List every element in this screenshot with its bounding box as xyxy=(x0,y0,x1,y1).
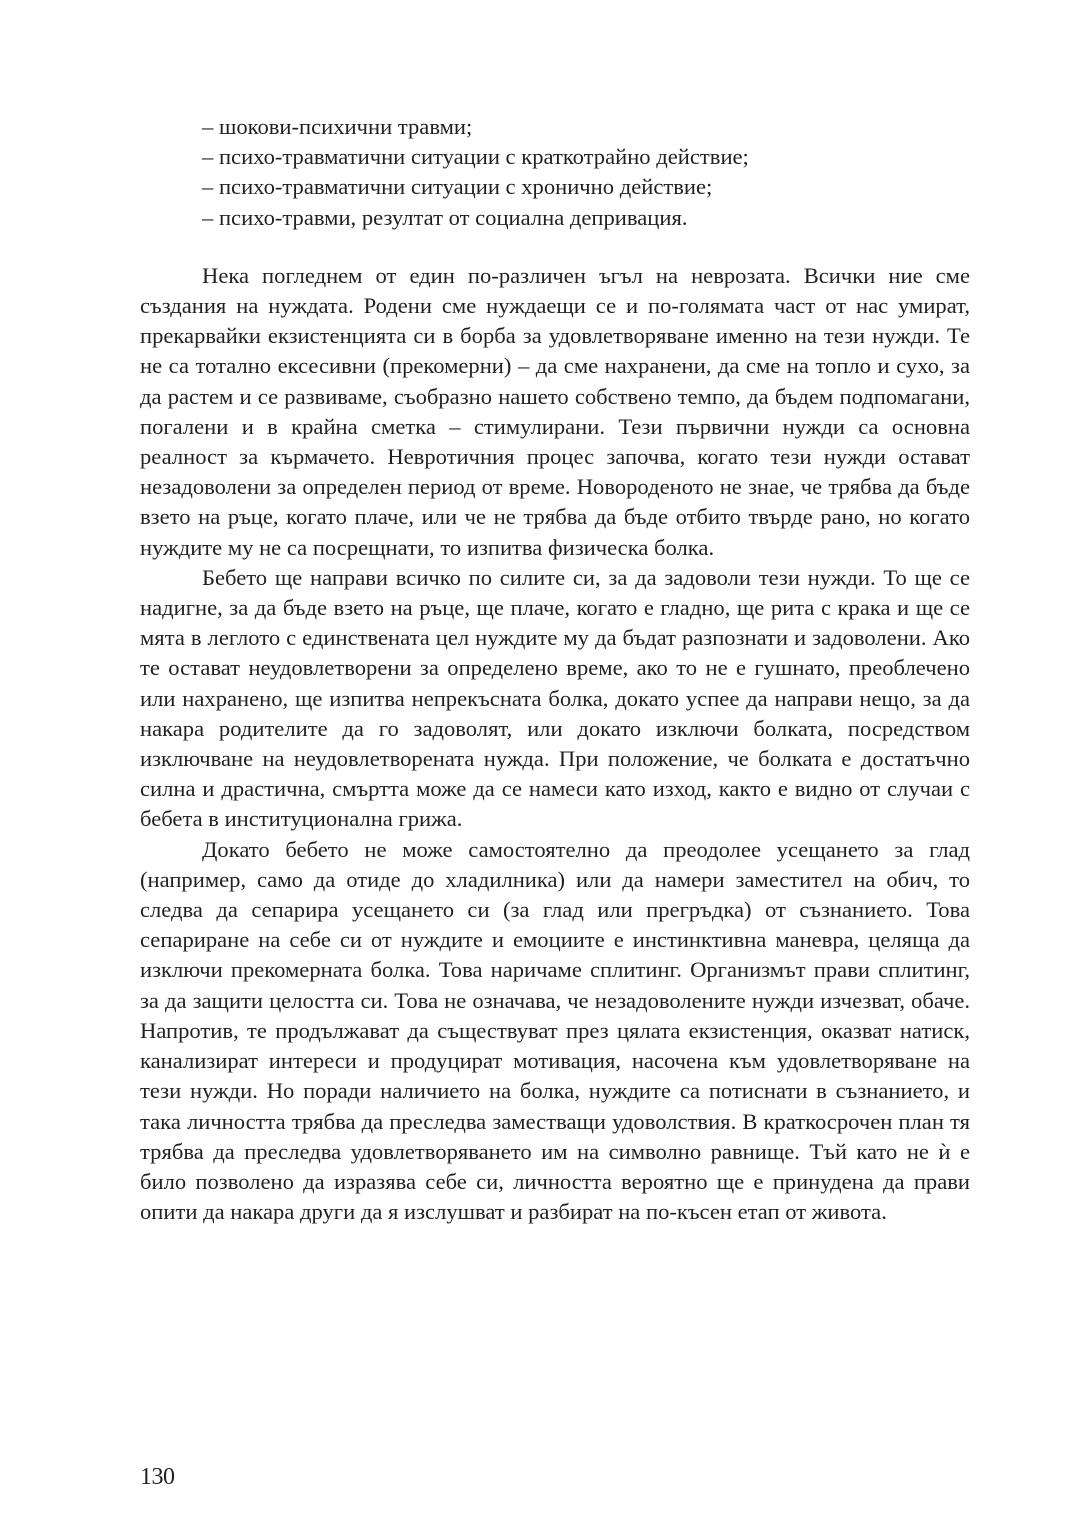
paragraph-neurosis-needs: Нека погледнем от един по-различен ъгъл на неврозата. Всички ние сме създания на нуждата. Родени сме нуждаещи се и по-голямата част от нас умират, прекарвайки екзистенцията си в борба за удовлетворяване именно на тези нужди. Те не са тотално ексесивни (прекомерни) – да сме нахранени, да сме на топло и сухо, за да растем и се развиваме, съобразно нашето собствено темпо, да бъдем подпомагани, погалени и в крайна сметка – стимулирани. Тези първични нужди са основна реалност за кърмачето. Невротичния процес започва, когато тези нужди остават незадоволени за определен период от време. Новороденото не знае, че трябва да бъде взето на ръце, когато плаче, или че не трябва да бъде отбито твърде рано, но когато нуждите му не са посрещнати, то изпитва физическа болка. xyxy=(140,262,970,560)
paragraph-splitting: Докато бебето не може самостоятелно да преодолее усещането за глад (например, само да отиде до хладилника) или да намери заместител на обич, то следва да сепарира усещането си (за глад или прегръдка) от съзнанието. Това сепариране на себе си от нуждите и емоциите е инстинктивна маневра, целяща да изключи прекомерната болка. Това наричаме сплитинг. Организмът прави сплитинг, за да защити целостта си. Това не означава, че незадоволените нужди изчезват, обаче. Напротив, те продължават да съществуват през цялата екзистенция, оказват натиск, канализират интереси и продуцират мотивация, насочена към удовлетворяване на тези нужди. Но поради наличието на болка, нуждите са потиснати в съзнанието, и така личността трябва да преследва заместващи удоволствия. В краткосрочен план тя трябва да преследва удовлетворяването им на символно равнище. Тъй като не ѝ е било позволено да изразява себе си, личността вероятно ще е принудена да прави опити да накара други да я изслушват и разбират на по-късен етап от живота. xyxy=(140,836,970,1225)
trauma-types-list xyxy=(202,112,970,233)
paragraph-baby-efforts: Бебето ще направи всичко по силите си, за да задоволи тези нужди. То ще се надигне, за да бъде взето на ръце, ще плаче, когато е гладно, ще рита с крака и ще се мята в леглото с единствената цел нуждите му да бъдат разпознати и задоволени. Ако те остават неудовлетворени за определено време, ако то не е гушнато, преоблечено или нахранено, ще изпитва непрекъсната болка, докато успее да направи нещо, за да накара родителите да го задоволят, или докато изключи болката, посредством изключване на неудовлетворената нужда. При положение, че болката е достатъчно силна и драстична, смъртта може да се намеси като изход, както е видно от случаи с бебета в институционална грижа. xyxy=(140,564,970,832)
list-item: – психо-травми, резултат от социална депривация. xyxy=(202,204,688,230)
list-item: – психо-травматични ситуации с хронично действие; xyxy=(202,174,713,200)
list-item: – шокови-психични травми; xyxy=(202,114,473,139)
list-item: – психо-травматични ситуации с краткотрайно действие; xyxy=(202,144,749,170)
page-number: 130 xyxy=(140,1464,175,1490)
page-body xyxy=(140,112,970,1227)
